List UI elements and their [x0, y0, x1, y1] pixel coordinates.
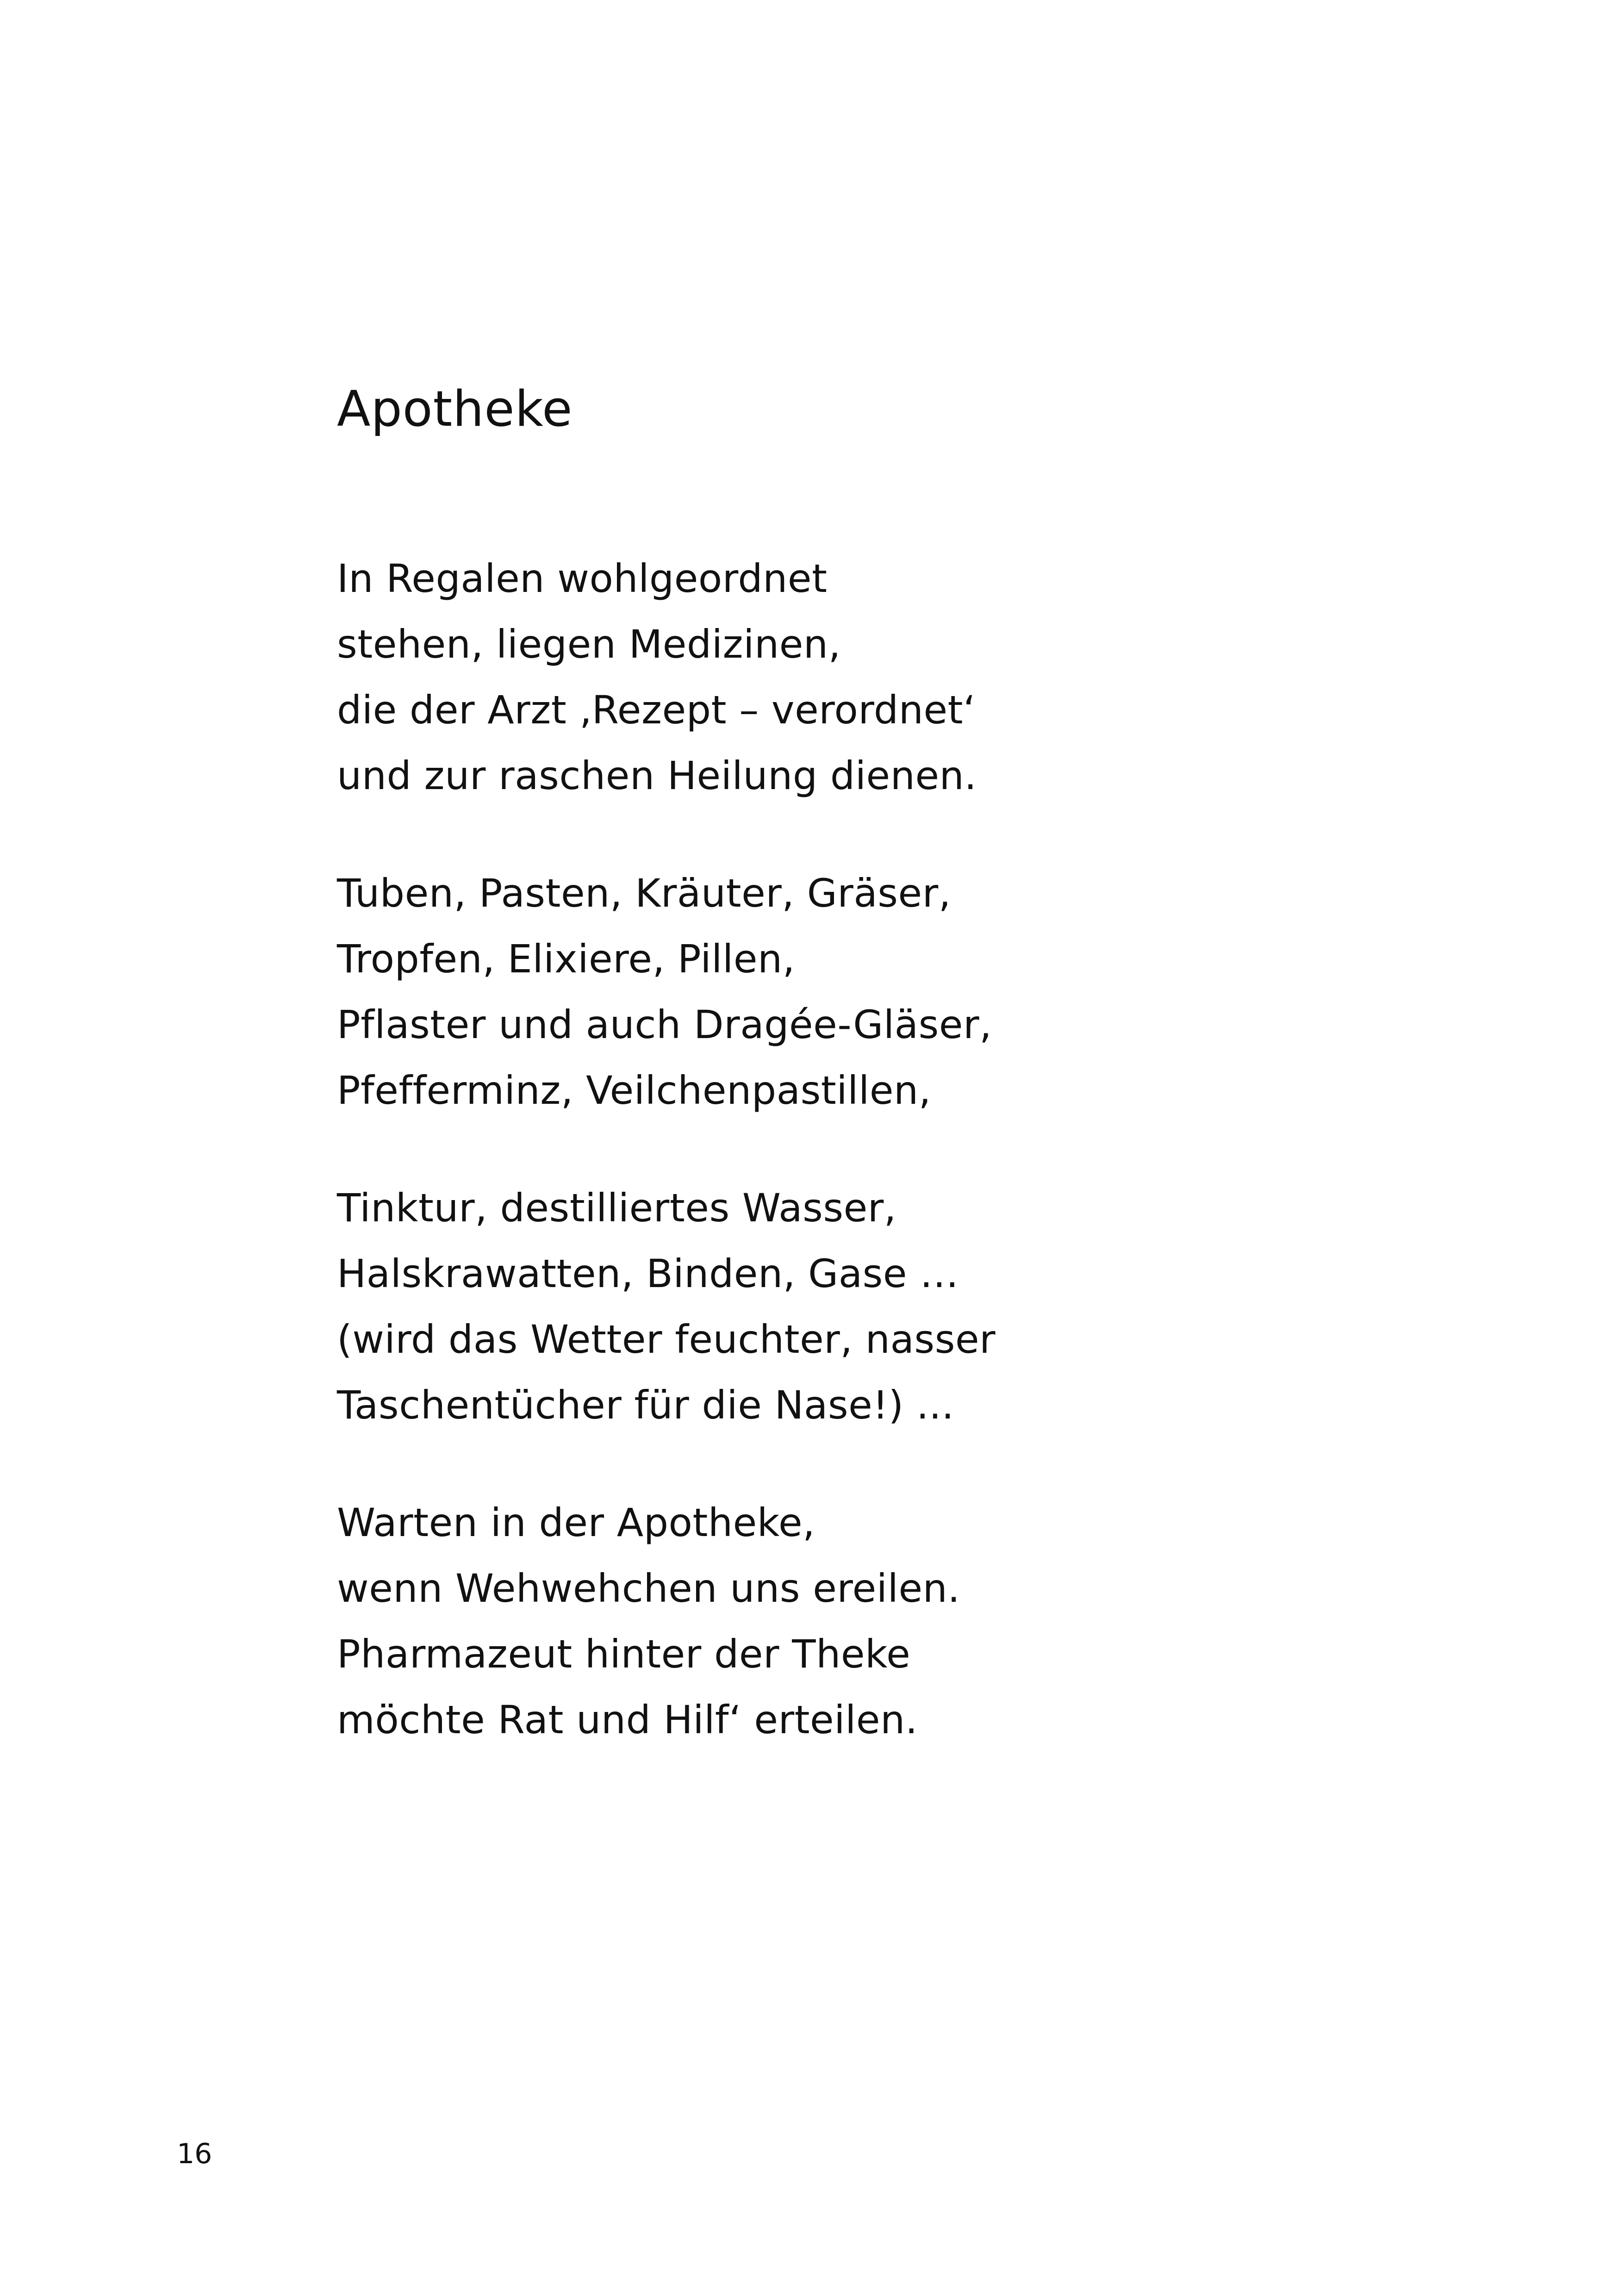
poem-line: In Regalen wohlgeordnet [337, 556, 828, 602]
poem-line: wenn Wehwehchen uns ereilen. [337, 1566, 960, 1612]
poem-line: Tropfen, Elixiere, Pillen, [337, 936, 795, 982]
stanza-2 [337, 860, 1494, 1123]
poem-line: Pflaster und auch Dragée-Gläser, [337, 1002, 992, 1048]
stanza-3 [337, 1175, 1494, 1438]
page-number: 16 [177, 2138, 212, 2170]
poem-line: Halskrawatten, Binden, Gase … [337, 1251, 959, 1297]
poem-title: Apotheke [337, 380, 573, 437]
poem-line: Warten in der Apotheke, [337, 1500, 815, 1546]
poem-line: Pharmazeut hinter der Theke [337, 1631, 911, 1677]
poem-line: Pfefferminz, Veilchenpastillen, [337, 1068, 931, 1114]
poem-line: stehen, liegen Medizinen, [337, 622, 841, 667]
poem-line: Tuben, Pasten, Kräuter, Gräser, [337, 871, 951, 916]
poem-line: möchte Rat und Hilf‘ erteilen. [337, 1697, 918, 1743]
poem-line: (wird das Wetter feuchter, nasser [337, 1317, 996, 1363]
poem-body [337, 546, 1494, 1753]
poem-line: Taschentücher für die Nase!) ... [337, 1382, 954, 1428]
poem-line: und zur raschen Heilung dienen. [337, 753, 977, 799]
stanza-1 [337, 546, 1494, 809]
poem-container [337, 380, 1494, 1804]
poem-line: Tinktur, destilliertes Wasser, [337, 1185, 897, 1231]
stanza-4 [337, 1490, 1494, 1753]
poem-line: die der Arzt ‚Rezept – verordnet‘ [337, 687, 976, 733]
